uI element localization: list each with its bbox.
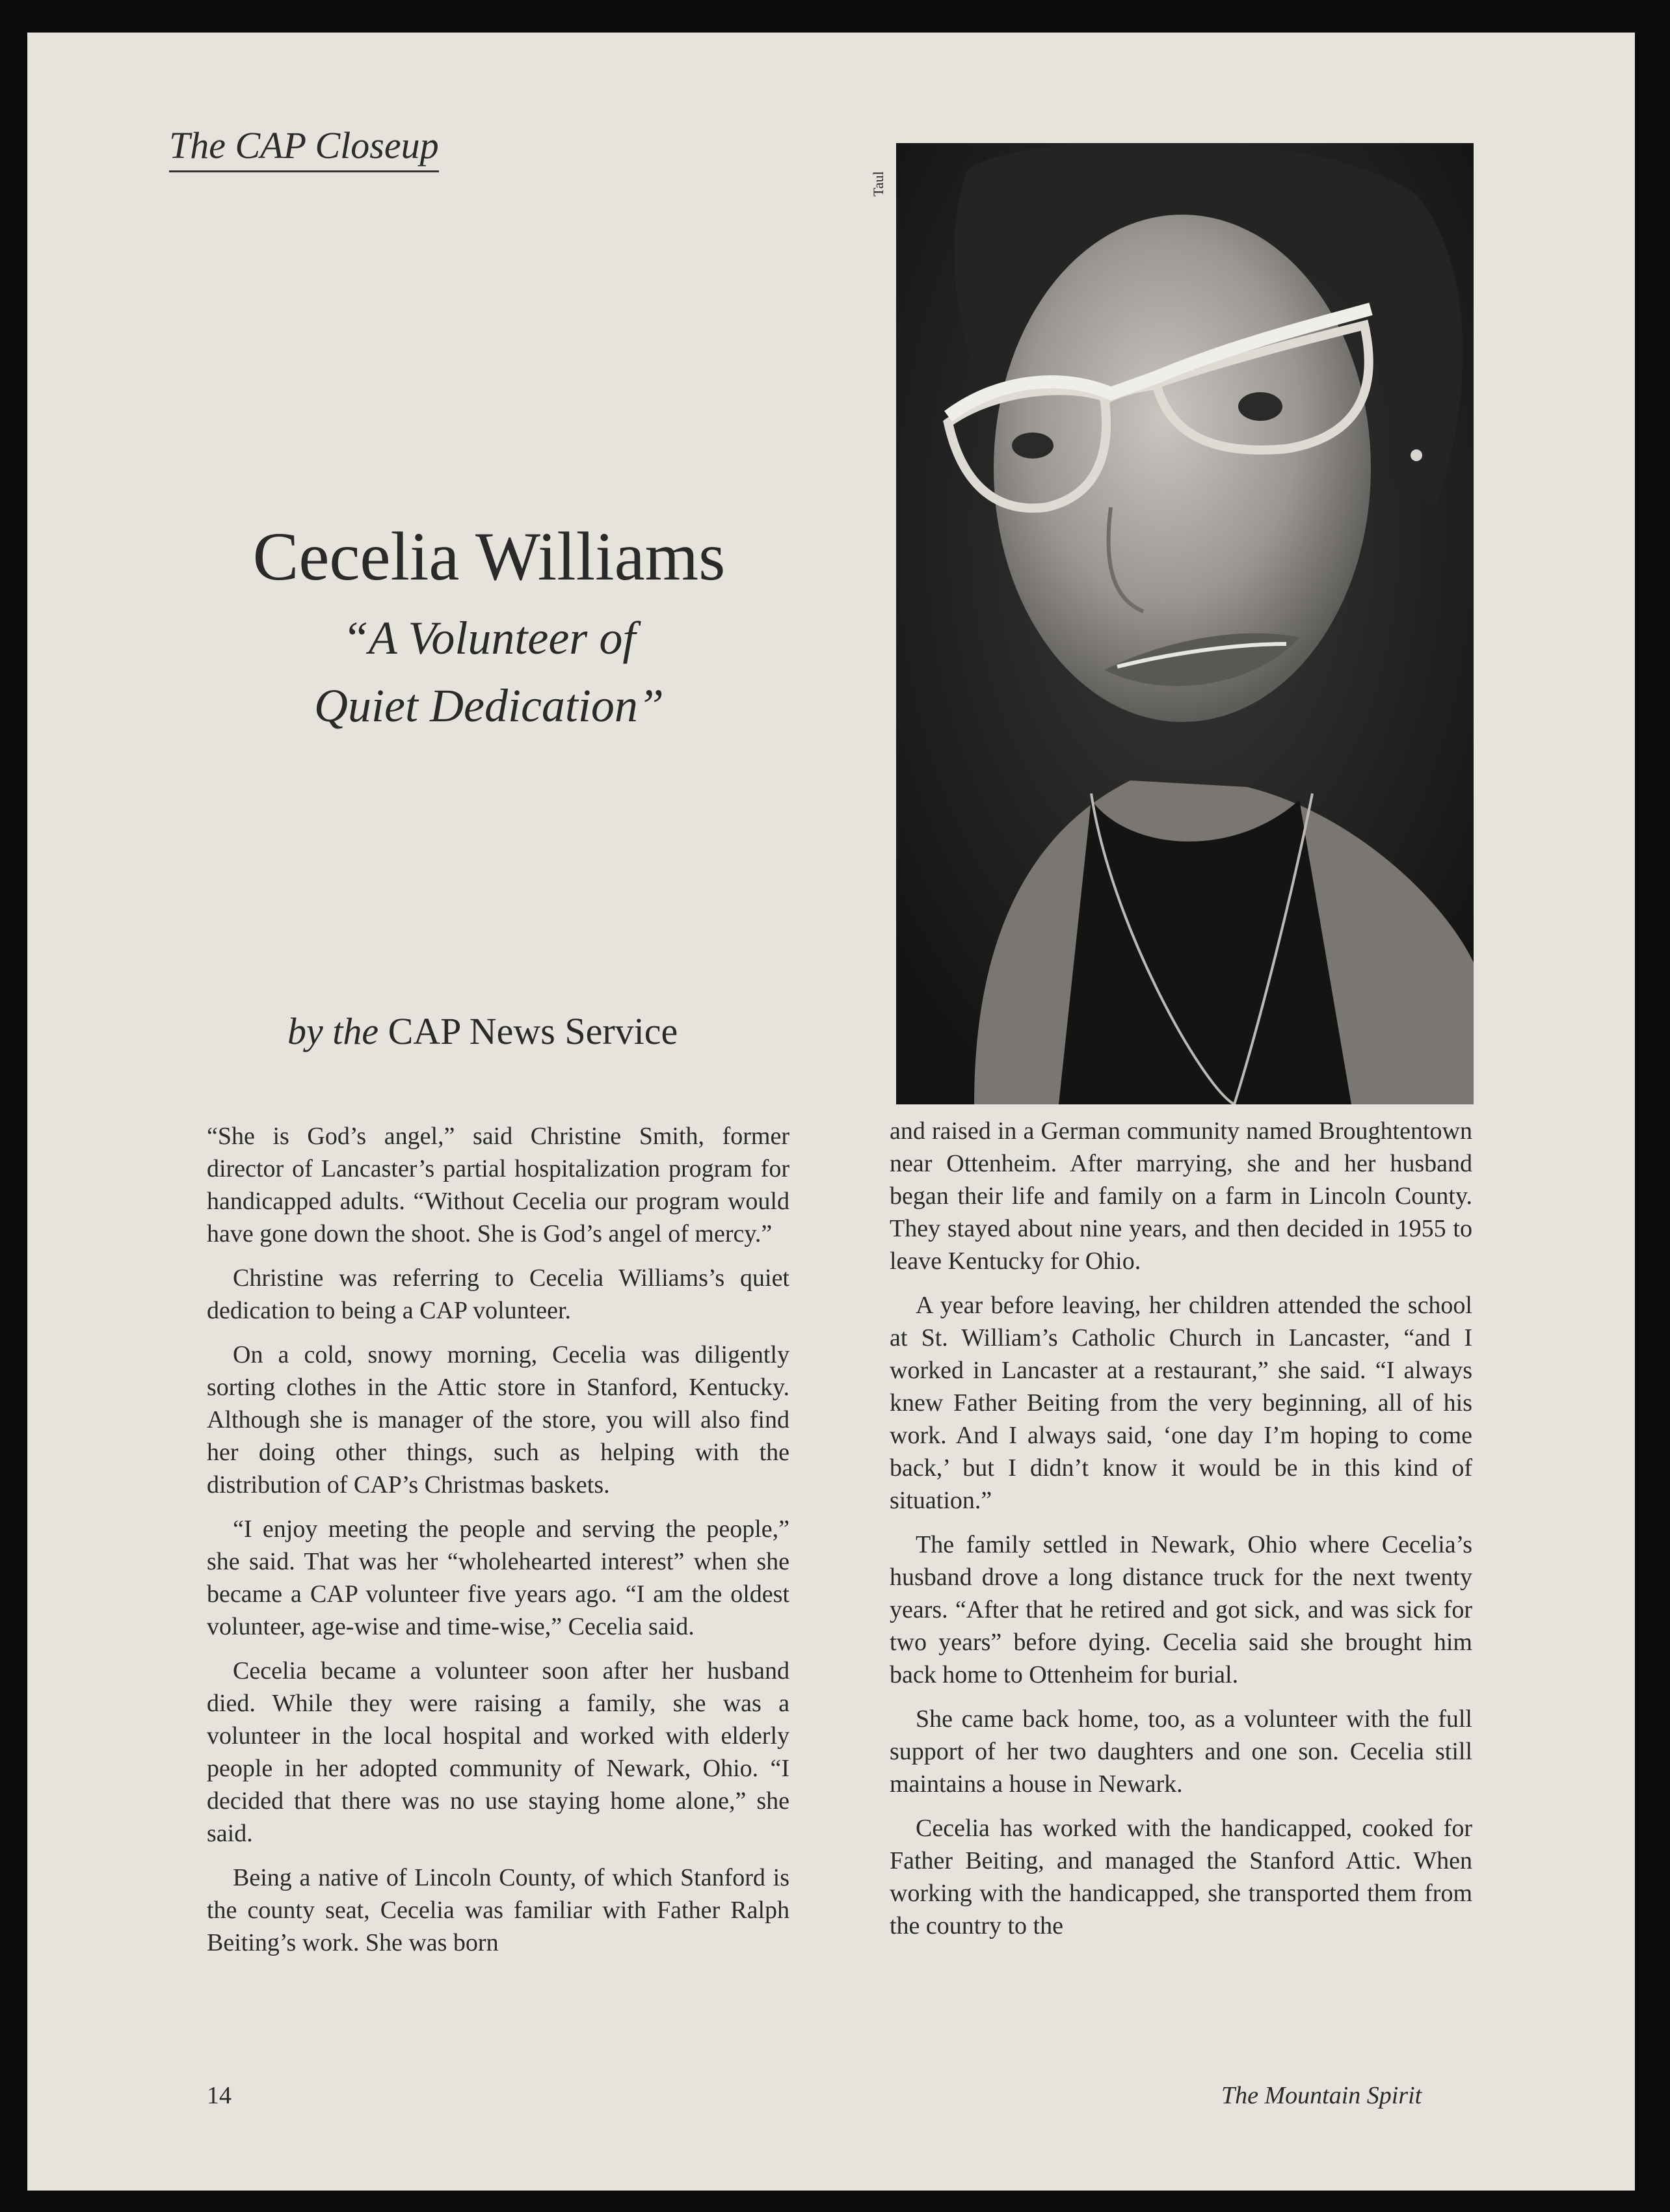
article-title: Cecelia Williams [252,518,726,594]
right-paragraph-1: and raised in a German community named Broughtentown near Ottenheim. After marrying, she and her husband began their life and family on a farm in Lincoln County. They stayed about nine years, and then decided in 1955 to leave Kentucky for Ohio. [890,1117,1472,1275]
left-paragraph-2: Christine was referring to Cecelia Williams’s quiet dedication to being a CAP volunteer. [207,1264,789,1324]
left-paragraph-3: On a cold, snowy morning, Cecelia was diligently sorting clothes in the Attic store in Stanford, Kentucky. Although she is manager of the store, you will also find her doing other things, such as helping with the distribution of CAP’s Christmas baskets. [207,1341,789,1499]
byline-prefix: by the [287,1010,379,1052]
publication-name: The Mountain Spirit [1221,2082,1422,2109]
magazine-page [27,33,1635,2191]
subtitle-line-1: “A Volunteer of [342,611,636,664]
title-block [177,517,801,740]
photo-credit: Taul [870,171,886,196]
left-column [207,1120,789,1971]
left-paragraph-6: Being a native of Lincoln County, of which Stanford is the county seat, Cecelia was familiar with Father Ralph Beiting’s work. She was born [207,1864,789,1956]
left-paragraph-4: “I enjoy meeting the people and serving the people,” she said. That was her “wholehearted interest” when she became a CAP volunteer five years ago. “I am the oldest volunteer, age-wise and time-wise,” Cecelia said. [207,1515,789,1640]
right-column [890,1115,1472,1954]
page-number: 14 [207,2082,232,2109]
left-paragraph-1: “She is God’s angel,” said Christine Smith, former director of Lancaster’s partial hospitalization program for handicapped adults. “Without Cecelia our program would have gone down the shoot. She is God’s angel of mercy.” [207,1123,789,1247]
byline-org: CAP News Service [388,1010,678,1052]
right-paragraph-3: The family settled in Newark, Ohio where Cecelia’s husband drove a long distance truck for the next twenty years. “After that he retired and got sick, and was sick for two years” before dying. Cecelia said she brought him back home to Ottenheim for burial. [890,1531,1472,1688]
byline [287,1009,678,1053]
portrait-illustration [896,143,1474,1104]
subtitle-line-2: Quiet Dedication” [314,680,664,732]
portrait-photo [896,143,1474,1104]
right-paragraph-4: She came back home, too, as a volunteer with the full support of her two daughters and one son. Cecelia still maintains a house in Newark. [890,1705,1472,1798]
right-paragraph-2: A year before leaving, her children attended the school at St. William’s Catholic Church in Lancaster, “and I worked in Lancaster at a restaurant,” she said. “I always knew Father Beiting from the very beginning, all of his work. And I always said, ‘one day I’m hoping to come back,’ but I didn’t know it would be in this kind of situation.” [890,1292,1472,1514]
left-paragraph-5: Cecelia became a volunteer soon after her husband died. While they were raising a family, she was a volunteer in the local hospital and worked with elderly people in her adopted community of Newark, Ohio. “I decided that there was no use staying home alone,” she said. [207,1657,789,1847]
section-label: The CAP Closeup [169,125,439,172]
right-paragraph-5: Cecelia has worked with the handicapped, cooked for Father Beiting, and managed the Stanford Attic. When working with the handicapped, she transported them from the country to the [890,1815,1472,1939]
article-subtitle [177,604,801,740]
